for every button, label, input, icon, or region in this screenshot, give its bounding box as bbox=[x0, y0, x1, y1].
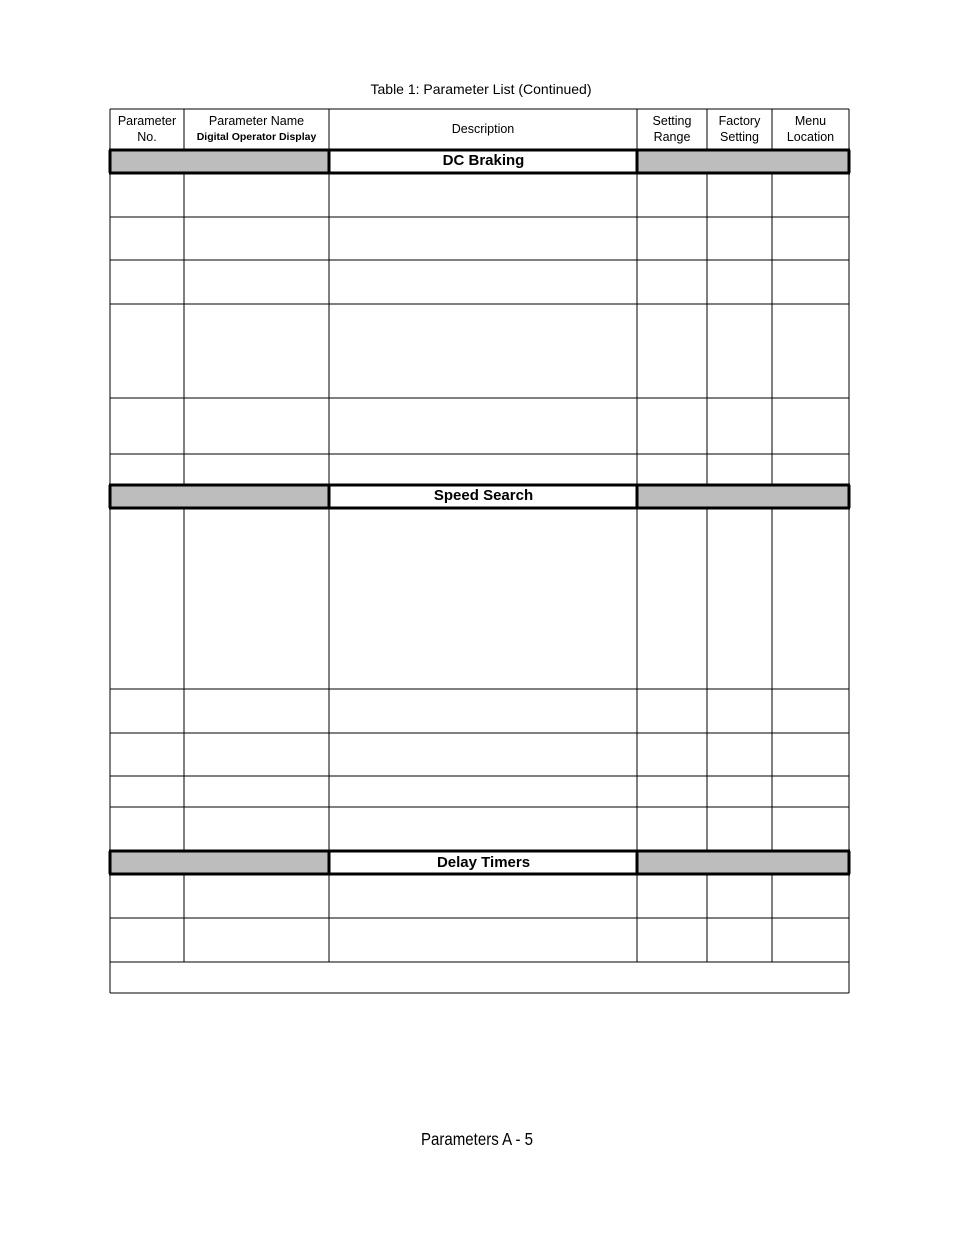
header-param-no bbox=[110, 109, 184, 149]
section-bar-left-1 bbox=[110, 485, 329, 508]
header-menu-location bbox=[772, 109, 849, 149]
header-factory-setting-line1: Factory bbox=[718, 114, 761, 128]
section-bar-right-1 bbox=[637, 485, 849, 508]
section-bar-right-0 bbox=[637, 150, 849, 173]
section-bar-left-2 bbox=[110, 851, 329, 874]
section-bar-right-2 bbox=[637, 851, 849, 874]
section-title-speed-search: Speed Search bbox=[433, 487, 534, 504]
header-param-no-line2: No. bbox=[137, 130, 157, 144]
table-caption: Table 1: Parameter List (Continued) bbox=[370, 81, 592, 97]
section-title-delay-timers: Delay Timers bbox=[436, 854, 531, 871]
header-menu-location-line1: Menu bbox=[794, 114, 827, 128]
header-param-name-sub: Digital Operator Display bbox=[196, 131, 317, 143]
section-bar-left-0 bbox=[110, 150, 329, 173]
header-param-name bbox=[184, 109, 329, 149]
header-factory-setting-line2: Setting bbox=[720, 130, 759, 144]
header-setting-range-line1: Setting bbox=[652, 114, 692, 128]
header-setting-range-line2: Range bbox=[653, 130, 691, 144]
header-factory-setting bbox=[707, 109, 772, 149]
header-param-no-line1: Parameter bbox=[117, 114, 177, 128]
header-setting-range bbox=[637, 109, 707, 149]
header-menu-location-line2: Location bbox=[786, 130, 835, 144]
page-footer: Parameters A - 5 bbox=[420, 1129, 534, 1149]
header-description bbox=[329, 109, 637, 149]
header-description-label: Description bbox=[451, 122, 515, 136]
section-title-dc-braking: DC Braking bbox=[442, 152, 525, 169]
header-param-name-label: Parameter Name bbox=[208, 114, 305, 128]
